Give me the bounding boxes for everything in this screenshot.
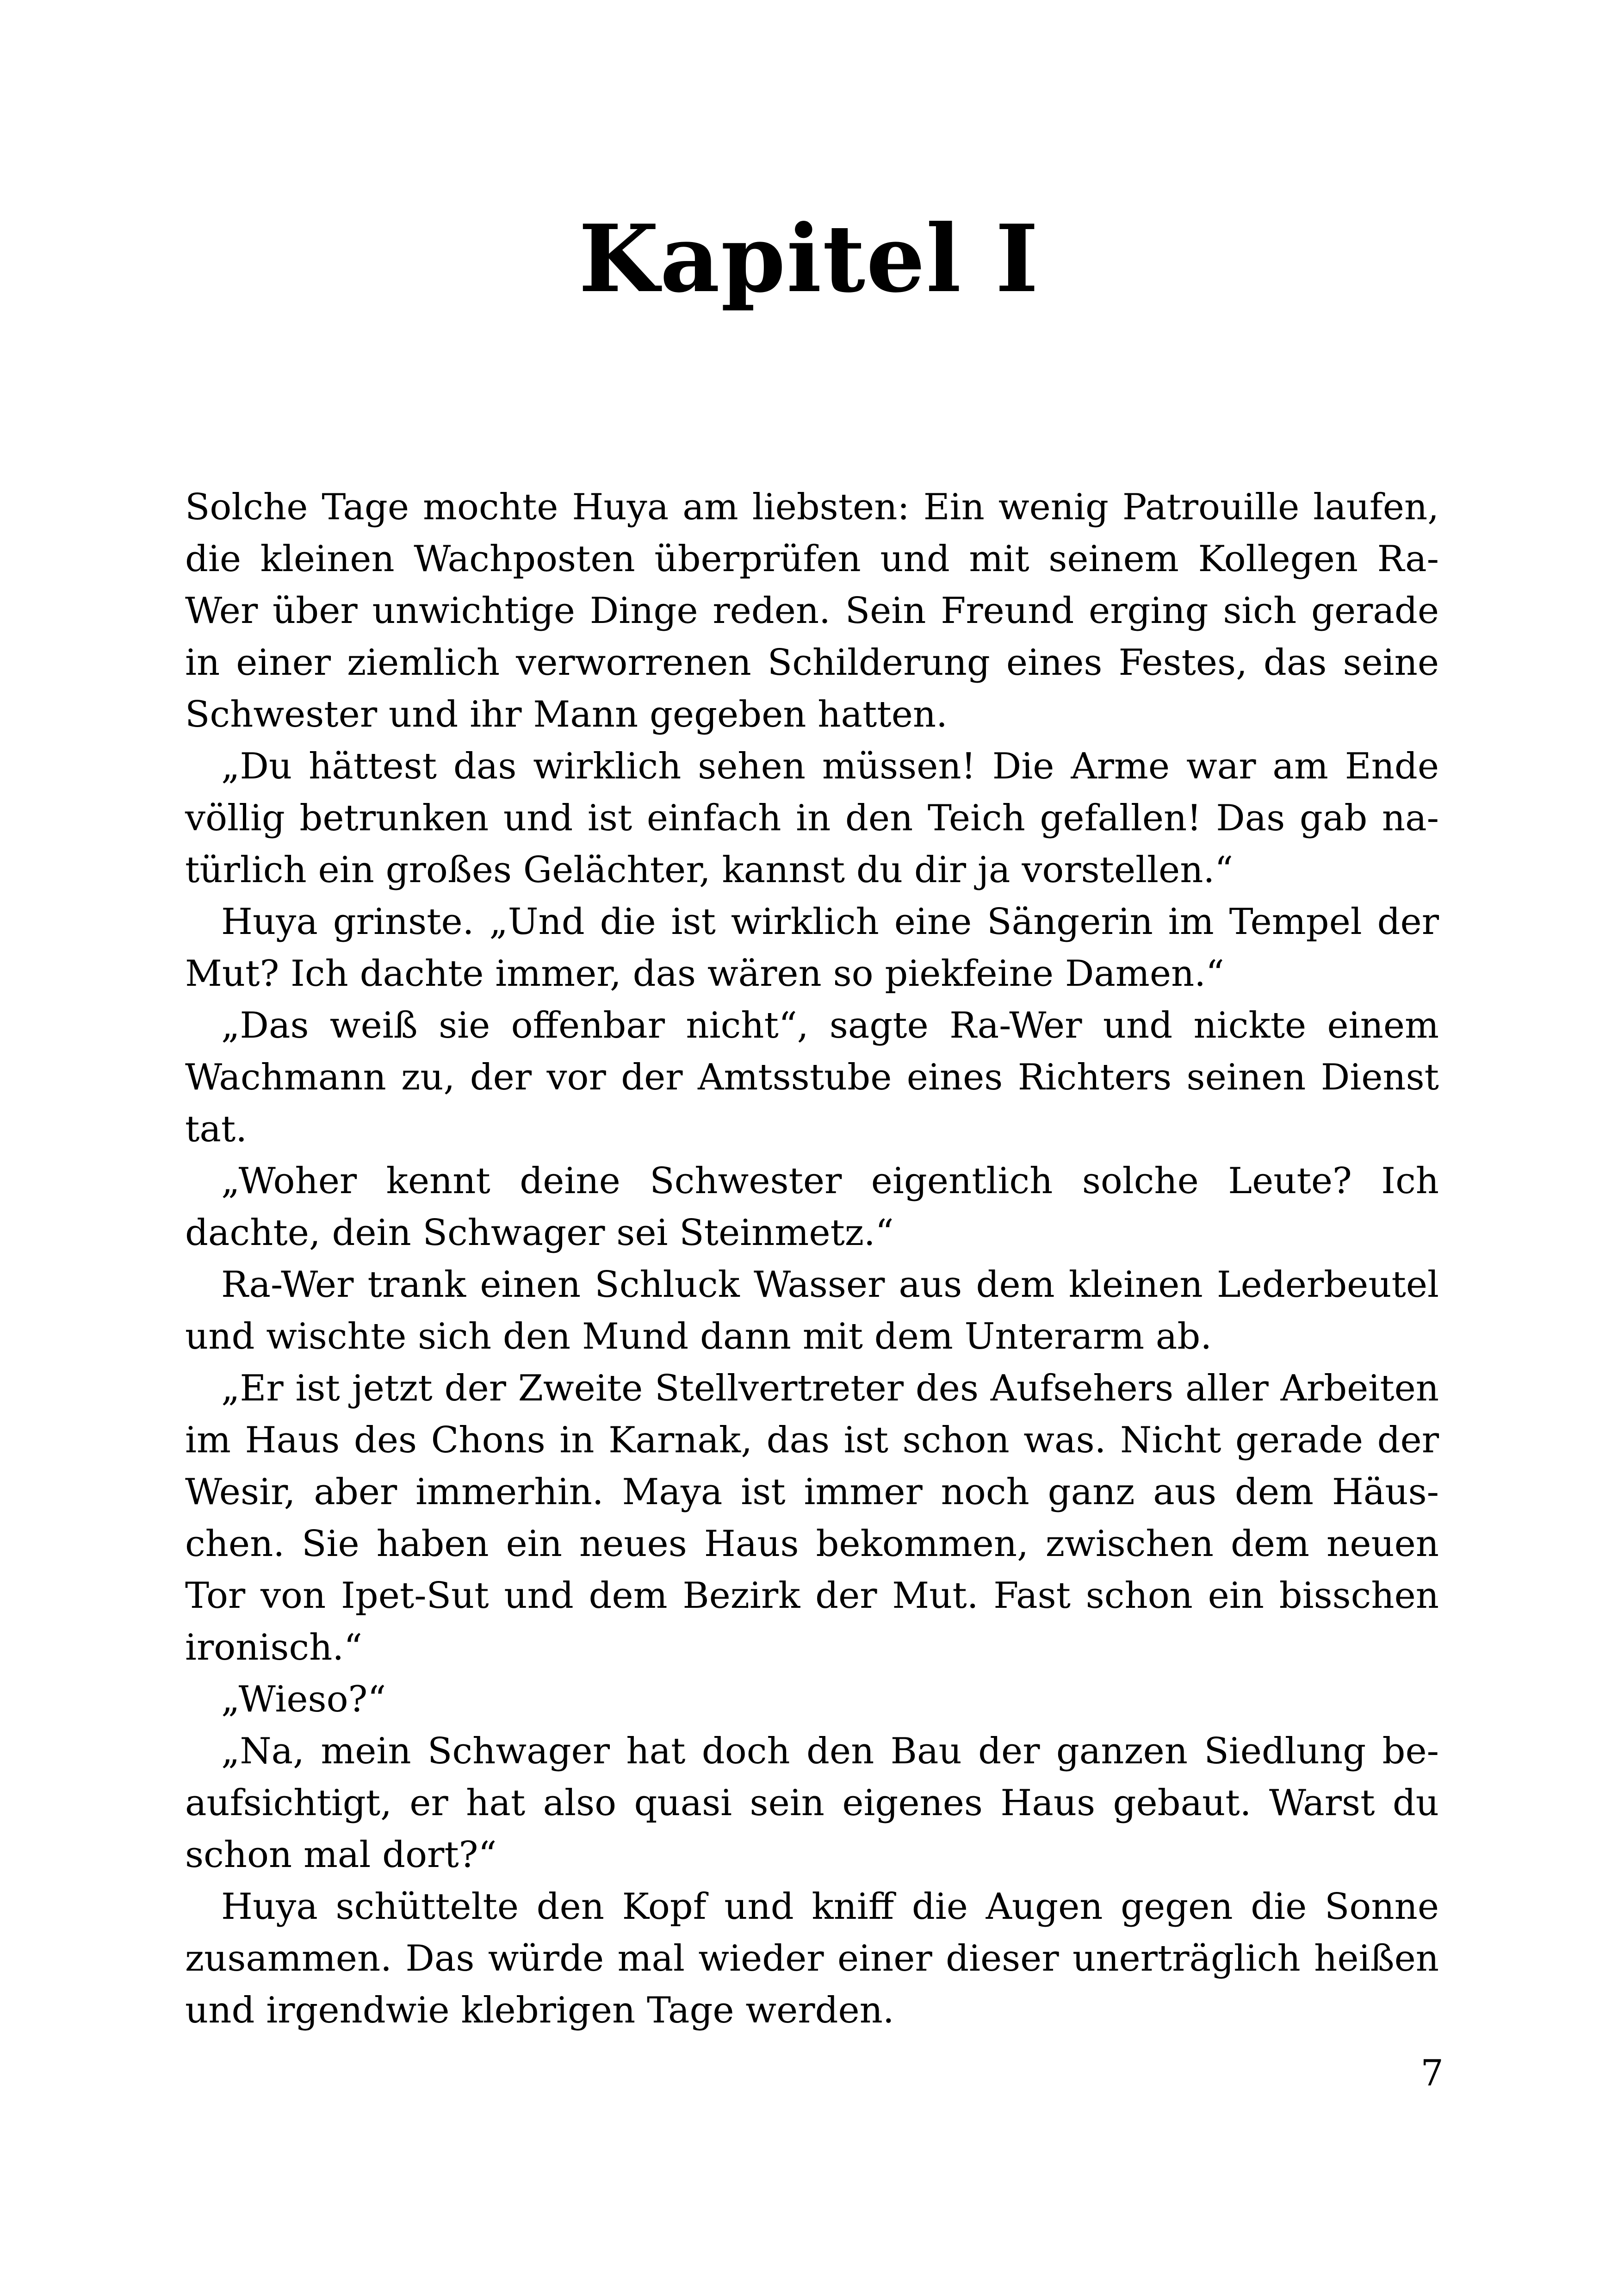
text-line: in einer ziemlich verworrenen Schilderung eines Festes, das seine [185, 642, 1439, 684]
text-line: die kleinen Wachposten überprüfen und mit seinem Kollegen Ra- [185, 538, 1439, 580]
text-line: Huya schüttelte den Kopf und kniff die Augen gegen die Sonne [221, 1886, 1439, 1928]
text-line: Huya grinste. „Und die ist wirklich eine Sängerin im Tempel der [221, 901, 1439, 943]
paragraph [185, 1881, 1439, 2036]
paragraph [185, 1155, 1439, 1259]
text-line: „Er ist jetzt der Zweite Stellvertreter des Aufsehers aller Arbeiten [221, 1368, 1439, 1409]
text-line: dachte, dein Schwager sei Steinmetz.“ [185, 1212, 894, 1254]
text-line: chen. Sie haben ein neues Haus bekommen, zwischen dem neuen [185, 1523, 1439, 1565]
text-line: Wachmann zu, der vor der Amtsstube eines Richters seinen Dienst [185, 1057, 1439, 1098]
paragraph [185, 481, 1439, 740]
text-line: „Du hättest das wirklich sehen müssen! Die Arme war am Ende [221, 746, 1439, 787]
text-line: und irgendwie klebrigen Tage werden. [185, 1990, 894, 2031]
paragraph [185, 896, 1439, 1000]
chapter-body [185, 481, 1439, 2036]
text-line: schon mal dort?“ [185, 1834, 497, 1876]
text-line: Tor von Ipet-Sut und dem Bezirk der Mut. Fast schon ein bisschen [185, 1575, 1439, 1617]
paragraph [185, 740, 1439, 896]
text-line: zusammen. Das würde mal wieder einer dieser unerträglich heißen [185, 1938, 1439, 1979]
paragraph [185, 1674, 1439, 1725]
paragraph [185, 1000, 1439, 1155]
text-line: und wischte sich den Mund dann mit dem Unterarm ab. [185, 1316, 1212, 1357]
paragraph [185, 1363, 1439, 1674]
text-line: „Woher kennt deine Schwester eigentlich solche Leute? Ich [221, 1160, 1439, 1202]
text-line: Wer über unwichtige Dinge reden. Sein Freund erging sich gerade [185, 590, 1439, 632]
text-line: ironisch.“ [185, 1627, 362, 1668]
text-line: türlich ein großes Gelächter, kannst du dir ja vorstellen.“ [185, 849, 1234, 891]
text-line: tat. [185, 1108, 247, 1150]
text-line: aufsichtigt, er hat also quasi sein eigenes Haus gebaut. Warst du [185, 1782, 1439, 1824]
chapter-title: Kapitel I [578, 205, 1040, 313]
paragraph [185, 1259, 1439, 1363]
text-line: „Na, mein Schwager hat doch den Bau der ganzen Siedlung be- [221, 1730, 1439, 1772]
text-line: Ra-Wer trank einen Schluck Wasser aus dem kleinen Lederbeutel [221, 1264, 1439, 1306]
text-line: „Das weiß sie offenbar nicht“, sagte Ra-Wer und nickte einem [221, 1005, 1439, 1046]
text-line: Solche Tage mochte Huya am liebsten: Ein wenig Patrouille laufen, [185, 486, 1439, 528]
text-line: völlig betrunken und ist einfach in den Teich gefallen! Das gab na- [185, 797, 1439, 839]
text-line: im Haus des Chons in Karnak, das ist schon was. Nicht gerade der [185, 1419, 1439, 1461]
page-number: 7 [1420, 2053, 1444, 2094]
text-line: Schwester und ihr Mann gegeben hatten. [185, 694, 948, 735]
text-line: Mut? Ich dachte immer, das wären so piekfeine Damen.“ [185, 953, 1224, 995]
text-line: Wesir, aber immerhin. Maya ist immer noch ganz aus dem Häus- [185, 1471, 1439, 1513]
text-line: „Wieso?“ [221, 1679, 386, 1720]
paragraph [185, 1725, 1439, 1881]
